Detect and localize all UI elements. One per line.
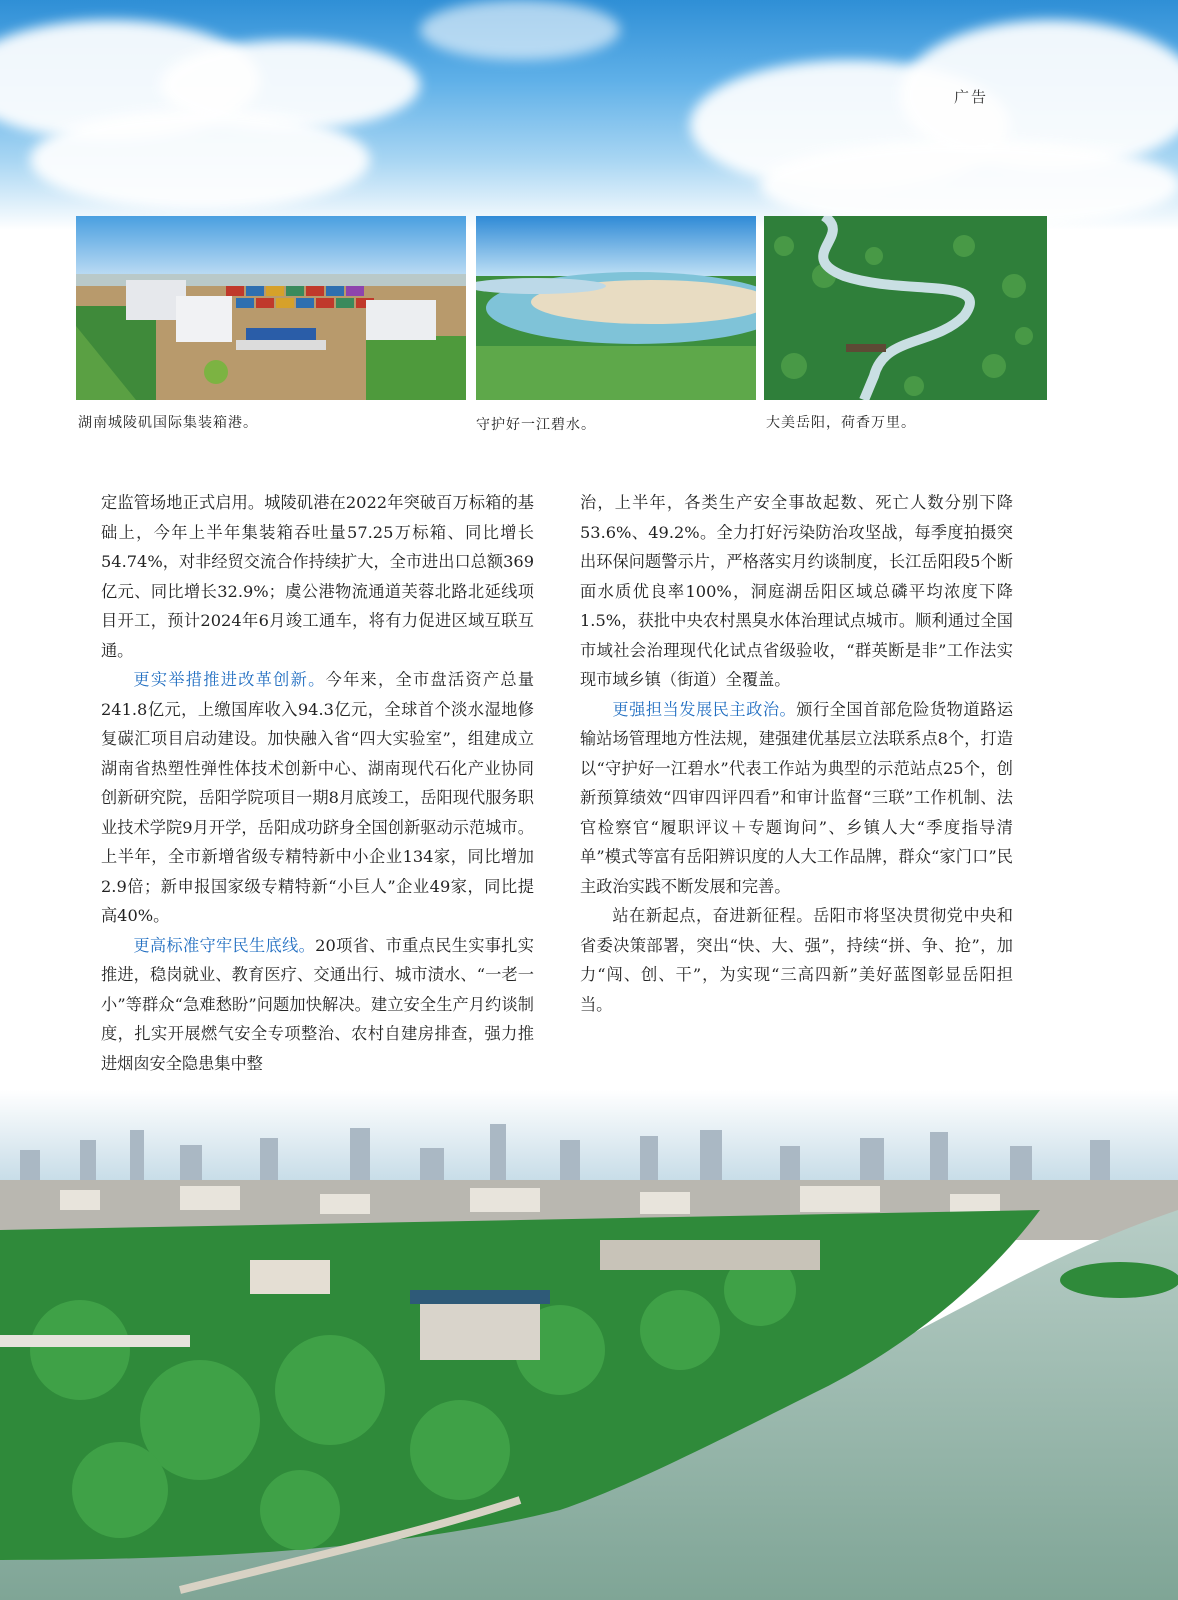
photo-river-bend: [476, 216, 756, 400]
city-lake-aerial-photo: [0, 1090, 1178, 1600]
paragraph: 更高标准守牢民生底线。20项省、市重点民生实事扎实推进，稳岗就业、教育医疗、交通出行、城市渍水、“一老一小”等群众“急难愁盼”问题加快解决。建立安全生产月约谈制度，扎实开展燃气安全专项整治、农村自建房排查，强力推进烟囱安全隐患集中整: [101, 935, 534, 1073]
paragraph: 更强担当发展民主政治。颁行全国首部危险货物道路运输站场管理地方性法规，建强建优基层立法联系点8个，打造以“守护好一江碧水”代表工作站为典型的示范站点25个，创新预算绩效“四审四评四看”和审计监督“三联”工作机制、法官检察官“履职评议＋专题询问”、乡镇人大“季度指导清单”模式等富有岳阳辨识度的人大工作品牌，群众“家门口”民主政治实践不断发展和完善。: [580, 699, 1014, 896]
photo-lotus-wetland: [764, 216, 1047, 400]
paragraph: 更实举措推进改革创新。今年来，全市盘活资产总量241.8亿元，上缴国库收入94.3亿元，全球首个淡水湿地修复碳汇项目启动建设。加快融入省“四大实验室”，组建成立湖南省热塑性弹性体技术创新中心、湖南现代石化产业协同创新研究院，岳阳学院项目一期8月底竣工，岳阳现代服务职业技术学院9月开学，岳阳成功跻身全国创新驱动示范城市。上半年，全市新增省级专精特新中小企业134家，同比增加2.9倍；新申报国家级专精特新“小巨人”企业49家，同比提高40%。: [101, 670, 535, 925]
sky-banner: [0, 0, 1178, 230]
section-lead: 更强担当发展民主政治。: [612, 699, 797, 719]
ad-label: 广告: [953, 88, 988, 106]
photo-caption-2: 守护好一江碧水。: [476, 417, 596, 433]
paragraph: 治，上半年，各类生产安全事故起数、死亡人数分别下降53.6%、49.2%。全力打好污染防治攻坚战，每季度拍摄突出环保问题警示片，严格落实月约谈制度，长江岳阳段5个断面水质优良率100%，洞庭湖岳阳区域总磷平均浓度下降1.5%，获批中央农村黑臭水体治理试点城市。顺利通过全国市域社会治理现代化试点省级验收，“群英断是非”工作法实现市域乡镇（街道）全覆盖。: [580, 493, 1013, 689]
photo-caption-1: 湖南城陵矶国际集装箱港。: [78, 415, 258, 431]
section-lead: 更实举措推进改革创新。: [133, 670, 326, 689]
article-column-right: [580, 488, 1013, 1019]
photo-caption-3: 大美岳阳，荷香万里。: [766, 415, 916, 431]
paragraph: 定监管场地正式启用。城陵矶港在2022年突破百万标箱的基础上，今年上半年集装箱吞吐量57.25万标箱、同比增长54.74%，对非经贸交流合作持续扩大，全市进出口总额369亿元、同比增长32.9%；虞公港物流通道芙蓉北路北延线项目开工，预计2024年6月竣工通车，将有力促进区域互联互通。: [101, 493, 534, 660]
article-column-left: [101, 488, 534, 1078]
photo-container-port: [76, 216, 466, 400]
paragraph: 站在新起点，奋进新征程。岳阳市将坚决贯彻党中央和省委决策部署，突出“快、大、强”，持续“拼、争、抢”，加力“闯、创、干”，为实现“三高四新”美好蓝图彰显岳阳担当。: [580, 906, 1013, 1014]
section-lead: 更高标准守牢民生底线。: [133, 935, 316, 955]
